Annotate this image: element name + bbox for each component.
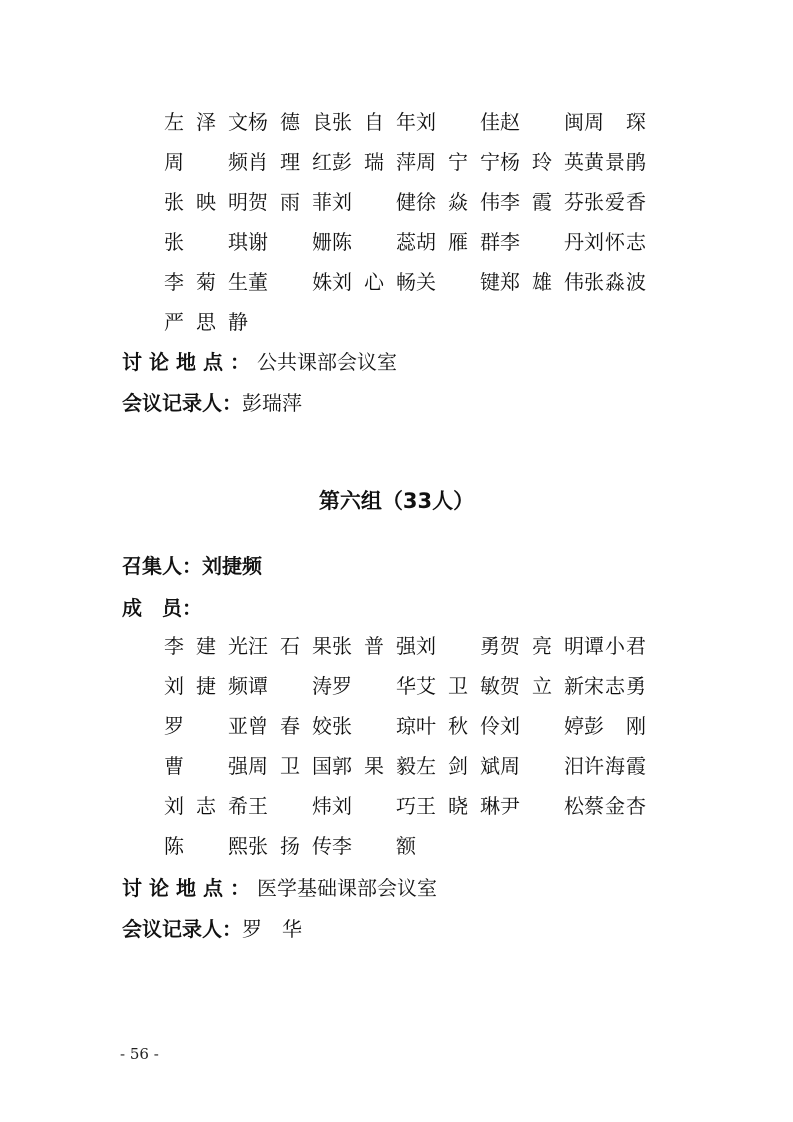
member-name: 周宁宁 <box>416 150 500 174</box>
member-row <box>164 108 646 136</box>
discussion-location-line <box>122 874 437 902</box>
member-row <box>164 832 416 860</box>
member-name: 赵 闽 <box>500 110 584 134</box>
member-name: 郭果毅 <box>332 754 416 778</box>
member-name: 罗 亚 <box>164 714 248 738</box>
member-name: 刘 健 <box>332 190 416 214</box>
member-row <box>164 632 646 660</box>
member-name: 汪石果 <box>248 634 332 658</box>
member-name: 陈 熙 <box>164 834 248 858</box>
meeting-recorder-value: 罗 华 <box>242 917 302 941</box>
group-title: 第六组（33人） <box>318 489 475 513</box>
member-name: 谭小君 <box>584 634 646 658</box>
member-name: 刘怀志 <box>584 230 646 254</box>
member-row <box>164 188 646 216</box>
member-name: 曹 强 <box>164 754 248 778</box>
meeting-recorder-line <box>122 915 302 943</box>
member-row <box>164 752 646 780</box>
member-name: 刘捷频 <box>164 674 248 698</box>
convener-line <box>122 552 262 580</box>
member-name: 关 键 <box>416 270 500 294</box>
member-name: 张 琪 <box>164 230 248 254</box>
member-name: 左泽文 <box>164 110 248 134</box>
member-name: 胡雁群 <box>416 230 500 254</box>
discussion-location-value: 医学基础课部会议室 <box>257 876 437 900</box>
member-name: 宋志勇 <box>584 674 646 698</box>
member-name: 刘 勇 <box>416 634 500 658</box>
discussion-location-line <box>122 348 397 376</box>
member-name: 张爱香 <box>584 190 646 214</box>
member-name: 严思静 <box>164 310 248 334</box>
member-name: 刘 佳 <box>416 110 500 134</box>
meeting-recorder-value: 彭瑞萍 <box>242 391 302 415</box>
member-name: 李菊生 <box>164 270 248 294</box>
discussion-location-label: 讨论地点： <box>122 876 257 900</box>
member-name: 郑雄伟 <box>500 270 584 294</box>
member-name: 彭 刚 <box>584 714 646 738</box>
members-heading <box>122 594 202 622</box>
member-name: 贺立新 <box>500 674 584 698</box>
member-name: 张淼波 <box>584 270 646 294</box>
convener-label: 召集人： <box>122 554 202 578</box>
member-name: 左剑斌 <box>416 754 500 778</box>
member-name: 刘心畅 <box>332 270 416 294</box>
member-row <box>164 228 646 256</box>
member-row <box>164 268 646 296</box>
member-row <box>164 308 248 336</box>
members-label: 成 员： <box>122 596 202 620</box>
member-name: 徐焱伟 <box>416 190 500 214</box>
member-name: 张映明 <box>164 190 248 214</box>
member-name: 周 汨 <box>500 754 584 778</box>
member-name: 曾春姣 <box>248 714 332 738</box>
member-name: 李 丹 <box>500 230 584 254</box>
member-name: 谢 姗 <box>248 230 332 254</box>
member-name: 李建光 <box>164 634 248 658</box>
member-name: 张普强 <box>332 634 416 658</box>
member-name: 许海霞 <box>584 754 646 778</box>
member-name: 王 炜 <box>248 794 332 818</box>
member-name: 杨玲英 <box>500 150 584 174</box>
member-name: 罗 华 <box>332 674 416 698</box>
member-name: 贺亮明 <box>500 634 584 658</box>
member-row <box>164 792 646 820</box>
convener-value: 刘捷频 <box>202 554 262 578</box>
member-name: 蔡金杏 <box>584 794 646 818</box>
meeting-recorder-line <box>122 389 302 417</box>
member-name: 周 频 <box>164 150 248 174</box>
discussion-location-label: 讨论地点： <box>122 350 257 374</box>
member-name: 贺雨菲 <box>248 190 332 214</box>
member-name: 刘志希 <box>164 794 248 818</box>
member-name: 周 琛 <box>584 110 646 134</box>
member-row <box>164 148 646 176</box>
member-name: 叶秋伶 <box>416 714 500 738</box>
member-name: 陈 蕊 <box>332 230 416 254</box>
member-row <box>164 672 646 700</box>
member-name: 杨德良 <box>248 110 332 134</box>
member-name: 李霞芬 <box>500 190 584 214</box>
member-name: 张自年 <box>332 110 416 134</box>
member-name: 黄景鹃 <box>584 150 646 174</box>
member-name: 艾卫敏 <box>416 674 500 698</box>
member-name: 董 姝 <box>248 270 332 294</box>
member-name: 肖理红 <box>248 150 332 174</box>
page-number: - 56 - <box>120 1045 159 1063</box>
meeting-recorder-label: 会议记录人： <box>122 917 242 941</box>
member-name: 刘 巧 <box>332 794 416 818</box>
member-name: 王晓琳 <box>416 794 500 818</box>
discussion-location-value: 公共课部会议室 <box>257 350 397 374</box>
member-name: 刘 婷 <box>500 714 584 738</box>
meeting-recorder-label: 会议记录人： <box>122 391 242 415</box>
member-name: 张 琼 <box>332 714 416 738</box>
member-name: 谭 涛 <box>248 674 332 698</box>
member-name: 彭瑞萍 <box>332 150 416 174</box>
member-name: 尹 松 <box>500 794 584 818</box>
member-row <box>164 712 646 740</box>
member-name: 张扬传 <box>248 834 332 858</box>
member-name: 周卫国 <box>248 754 332 778</box>
member-name: 李 额 <box>332 834 416 858</box>
